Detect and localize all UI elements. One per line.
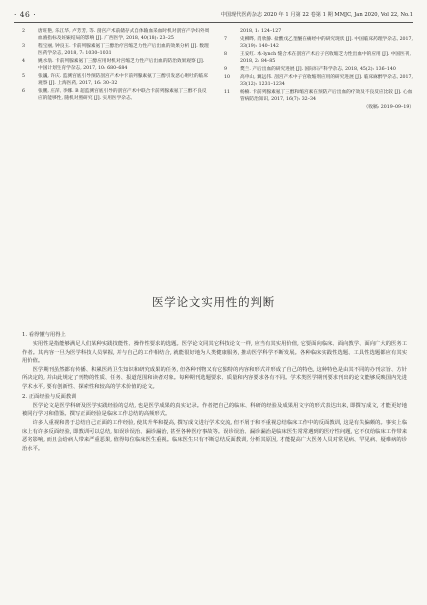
section-heading: 2. 正面经验与反面教训 [22,393,77,400]
reference-item [22,88,210,102]
reference-number: 5 [22,74,25,79]
paragraph: 实用性是指能够满足人们某种实践技能性、操作性要求的选题。医学论文同其它科技论文一样, 应当有其实用价值, 它要面向临床、面向教学、面向广大的医务工作者。其内容一旦为医学科技人员掌握, 并与自己的工作相结合, 就能很好地为人类健康服务, 推动医学科学不断发展。各种临床实践性选题、工具性选题都应有其实用价值。 [22,341,407,365]
reference-number: 11 [224,89,230,95]
reference-number: 8 [224,51,227,57]
reference-text: 程宝丽, 钟良玉. 卡前列腺素氨丁三醇治疗宫缩乏力性产后出血的效果分析 [J]. 数理医药学杂志, 2018, 7: 1030–1031 [38,44,209,57]
reference-text: 史柳晔, 肖欣静. 盐酸戊乙奎醚在痛经中的研究现状 [J]. 中国临床药理学杂志, 2017, 33(19): 140–142 [240,36,413,49]
reference-item [224,28,414,35]
reference-text: 王安红. 本-lynch 缝合术在剖宫产术后子宫收缩乏力性出血中的应用 [J]. 中国医刊, 2018, 2: 84–85 [240,51,411,64]
references-right-column [224,28,414,111]
paragraph: 许多人重视和善于总结自己正面的工作经验, 使其升华和提高, 撰写成文进行学术交流, 但不屑于和不重视总结临床工作中的反面教训, 这是有失偏颇的。事实上临床上有许多反面经验, 即教训可以总结, 如误诊误治、漏诊漏治, 甚至各种医疗事故等。误诊误治、漏诊漏治是临床医生常常遇到的医疗性问题, 它不仅给临床工作带来恶劣影响, 而且会给病人带来严重恶果, 值得每位临床医生重视。临床医生只有不断总结反面教训, 分析其原因, 才能提高广大医务人员对常见病、罕见病、疑难病的诊治水平。 [22,419,407,452]
reference-number: 9 [224,66,227,72]
paragraph: 医学论文是医学科研及医学实践经验的总结, 也是医学成果的真实记录。作者把自己的临床、科研的经验及成果用文字的形式表达出来, 即撰写成文, 才能更好地被同行学习和借鉴。撰写正面经验是临床工作总结的高频形式。 [22,402,407,418]
reference-text: 姚水翁. 卡前列腺素氨丁三醇应用时机对宫缩乏力性产后出血的防治效果观察 [J]. 中国计划生育学杂志, 2017, 10: 680–684 [38,59,205,72]
reference-text: 杨楠. 卡前列腺素氨丁三醇和缩宫素在预防产后出血的疗效及不良反应比较 [J]. 心血管病防治知识, 2017, 16(7): 32–34 [240,89,413,102]
reference-text: 樊兰. 产后出血的研究进展 [J]. 国际妇产科学杂志, 2018, 45(2): 136–140 [240,66,396,72]
reference-text: 高申山, 翼远伟. 剖宫产术中子宫收缩剂应用的研究进展 [J]. 临床麻醉学杂志, 2017, 33(12): 1231–1234 [240,74,413,87]
reference-item [224,74,414,88]
reference-text: 2018, 1: 124–127 [240,29,282,34]
section-heading: 1. 看得懂与用得上 [22,332,66,338]
received-date: （收稿: 2019–09–19） [363,105,414,110]
reference-item [224,89,414,103]
reference-item [22,73,210,87]
journal-citation: 中国现代医药杂志 2020 年 1 月第 22 卷第 1 期 MMJC, Jan 2020, Vol 22, No.1 [220,12,413,18]
references-left-column [22,28,210,103]
reference-item [224,51,414,65]
paragraph: 医学期刊虽然都有传播、积累医药卫生知识和研究成果的任务, 但各种刊物又有它独特的内容和形式并形成了自己的特色, 这种特色是由其不同的办刊宗旨、方针所决定的, 并由此规定了刊物的性质、任务、报道范围和读者对象。每种期刊选题要求、质量和内容要求各有不同。学术类医学期刊要求刊出的论文能够反映国内先进学术水平, 要有创新性、探索性和较高的学术价值的论文。 [22,366,407,391]
reference-item [224,36,414,50]
article-body [22,330,407,453]
reference-number [224,28,240,35]
page-number: · 46 · [14,10,37,19]
reference-number: 10 [224,74,230,80]
article-title: 医学论文实用性的判断 [152,295,275,309]
reference-number: 2 [22,29,25,34]
reference-text: 唐旺艳, 乐江华, 卢芳芳, 等. 剖宫产术前储存式自体输血采血时机对剖宫产孕妇外周血液指标及妊娠结局的影响 [J]. 广西医学, 2018, 40(18): 23–25 [38,29,210,42]
reference-text: 张巍, 许庆. 监测宫底引导预防剖宫产术中卡前列腺素氨丁三醇引发恶心呕吐的临床观察 [J]. 上海医药, 2017, 16: 30–32 [38,74,209,87]
reference-number: 3 [22,44,25,49]
reference-number: 4 [22,59,25,64]
running-header [14,8,413,23]
reference-text: 张鹏, 庄萍, 李娜. B 超监测宫底引导的剖宫产术中联合卡前列腺素氨丁三醇不良反应的能够性, 随机对照研究 [J]. 实用医学杂志, [38,89,207,102]
reference-item [22,43,210,57]
reference-number: 6 [22,89,25,94]
reference-item [224,66,414,73]
reference-item [22,58,210,72]
reference-item [22,28,210,42]
reference-number: 7 [224,36,227,42]
